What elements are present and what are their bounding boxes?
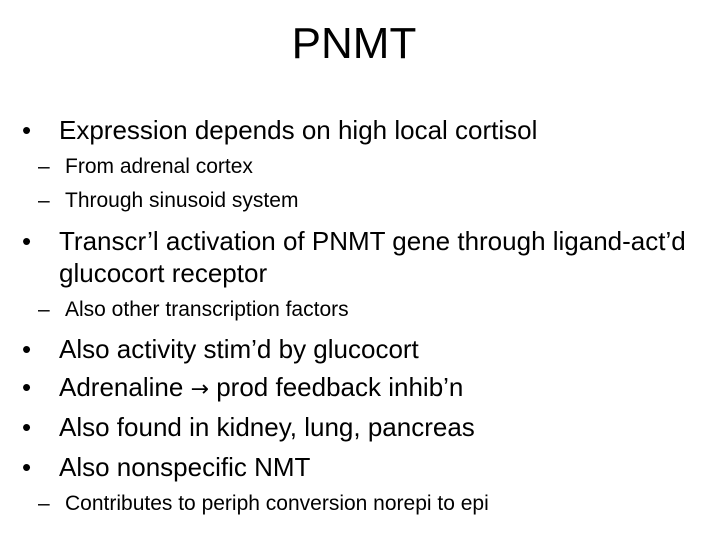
- dash-marker: –: [38, 492, 50, 515]
- bullet-continuation: [59, 257, 267, 289]
- bullet-text: prod feedback inhib’n: [216, 372, 464, 402]
- bullet-text: Adrenaline: [59, 372, 184, 402]
- bullet-marker: •: [22, 412, 32, 442]
- bullet-text: Also found in kidney, lung, pancreas: [59, 412, 475, 442]
- bullet-text: Also activity stim’d by glucocort: [59, 334, 419, 364]
- slide-title: PNMT: [291, 19, 417, 68]
- bullet-marker: •: [22, 334, 32, 364]
- bullet-text: Transcr’l activation of PNMT gene through ligand-act’d: [59, 226, 686, 256]
- sub-bullet-text: From adrenal cortex: [65, 155, 253, 178]
- bullet-text-group: [59, 371, 463, 406]
- sub-bullet-text: Through sinusoid system: [65, 189, 299, 212]
- bullet-marker: •: [22, 226, 32, 256]
- dash-marker: –: [38, 155, 50, 178]
- bullet-text-continuation: glucocort receptor: [59, 258, 268, 288]
- bullet-marker: •: [22, 452, 32, 482]
- sub-bullet-text: Contributes to periph conversion norepi to epi: [65, 492, 489, 515]
- bullet-text: Also nonspecific NMT: [59, 452, 311, 482]
- dash-marker: –: [38, 298, 50, 321]
- bullet-marker: •: [22, 372, 32, 402]
- dash-marker: –: [38, 189, 50, 212]
- bullet-text: Expression depends on high local cortisol: [59, 115, 538, 145]
- right-arrow-icon: →: [190, 377, 209, 402]
- bullet-marker: •: [22, 115, 32, 145]
- sub-bullet-text: Also other transcription factors: [65, 298, 349, 321]
